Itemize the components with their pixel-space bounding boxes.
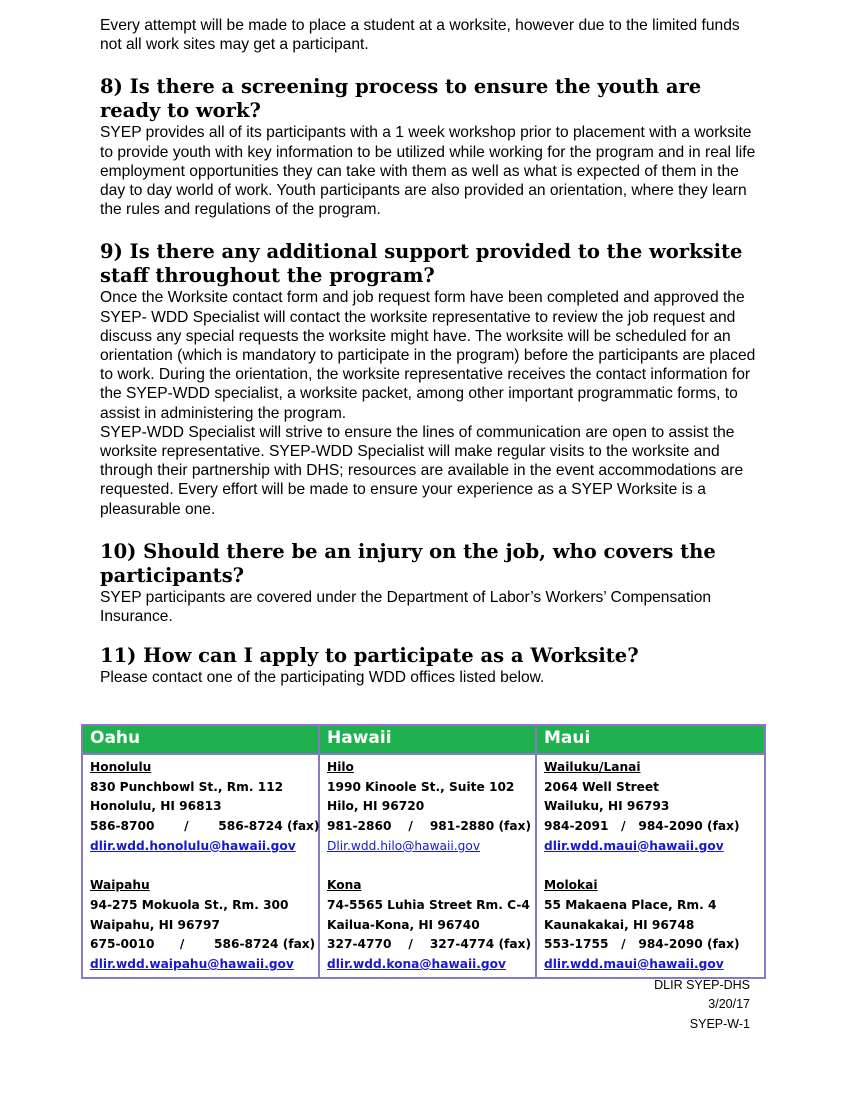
office-city: Kaunakakai, HI 96748: [544, 917, 695, 932]
footer-department: DLIR SYEP-DHS: [654, 978, 750, 992]
question-9-answer-part-1: Once the Worksite contact form and job request form have been completed and approved the SYEP- WDD Specialist will contact the worksite representative to review the job request and discuss any special requests the worksite might have. The worksite will be scheduled for an orientation (which is mandatory to participate in the program) before the participants are placed to work. During the orientation, the worksite representative receives the contact information for the SYEP-WDD specialist, a worksite packet, among other important programmatic forms, to assist in administering the program.: [100, 289, 756, 422]
office-city: Wailuku, HI 96793: [544, 799, 670, 814]
region-header-oahu: Oahu: [82, 725, 319, 754]
office-address: 55 Makaena Place, Rm. 4: [544, 897, 717, 912]
question-11-answer: Please contact one of the participating WDD offices listed below.: [100, 669, 545, 687]
question-8-answer: SYEP provides all of its participants with a 1 week workshop prior to placement with a worksite to provide youth with key information to be utilized while working for the program and in real life employment opportunities they can take with them as well as what is expected of them in the day to day world of work. Youth participants are also provided an orientation, where they learn the rules and regulations of the program.: [100, 124, 756, 219]
office-name: Honolulu: [90, 760, 152, 774]
office-name: Kona: [327, 878, 362, 893]
office-email-link[interactable]: dlir.wdd.maui@hawaii.gov: [544, 957, 724, 972]
office-address: 74-5565 Luhia Street Rm. C-4: [327, 897, 530, 912]
office-phone: 553-1755: [544, 937, 609, 952]
document-footer: [654, 976, 750, 1034]
question-8-heading: 8) Is there a screening process to ensure the youth are ready to work?: [100, 75, 702, 123]
region-header-hawaii: Hawaii: [319, 725, 536, 754]
office-phone-line: 327-4770 / 327-4774 (fax): [327, 937, 532, 952]
question-9-heading: 9) Is there any additional support provided to the worksite staff throughout the program?: [100, 240, 743, 288]
office-phone-line: 553-1755 / 984-2090 (fax): [544, 937, 740, 952]
office-phone: 981-2860: [327, 819, 392, 834]
office-fax: 586-8724 (fax): [218, 819, 320, 834]
question-9-answer-part-2: SYEP-WDD Specialist will strive to ensure the lines of communication are open to assist the worksite representative. SYEP-WDD Specialist will make regular visits to the worksite and through their partnership with DHS; resources are available in the event accommodations are requested. Every effort will be made to ensure your experience as a SYEP Worksite is a pleasurable one.: [100, 423, 744, 518]
office-name: Waipahu: [90, 878, 150, 893]
office-city: Hilo, HI 96720: [327, 799, 425, 814]
office-address: 1990 Kinoole St., Suite 102: [327, 779, 515, 794]
wdd-offices-table: [81, 724, 766, 979]
question-11-heading: 11) How can I apply to participate as a Worksite?: [100, 644, 639, 668]
office-phone-line: 675-0010 / 586-8724 (fax): [90, 937, 316, 952]
document-body: [100, 16, 760, 687]
office-fax: 981-2880 (fax): [429, 819, 532, 834]
region-header-maui: Maui: [536, 725, 765, 754]
office-email-link[interactable]: dlir.wdd.honolulu@hawaii.gov: [90, 838, 296, 853]
office-city: Waipahu, HI 96797: [90, 917, 220, 932]
office-fax: 327-4774 (fax): [429, 937, 532, 952]
offices-body-row: [82, 754, 765, 978]
offices-header-row: [82, 725, 765, 754]
footer-date: 3/20/17: [708, 997, 750, 1012]
office-city: Honolulu, HI 96813: [90, 799, 222, 814]
office-address: 2064 Well Street: [544, 779, 660, 794]
office-phone: 984-2091: [544, 819, 609, 834]
office-phone: 586-8700: [90, 819, 155, 834]
office-address: 94-275 Mokuola St., Rm. 300: [90, 897, 289, 912]
question-10-heading: 10) Should there be an injury on the job, who covers the participants?: [100, 539, 716, 587]
office-email-link[interactable]: dlir.wdd.maui@hawaii.gov: [544, 838, 724, 853]
office-phone-line: 981-2860 / 981-2880 (fax): [327, 819, 532, 834]
office-email-link[interactable]: dlir.wdd.waipahu@hawaii.gov: [90, 957, 294, 972]
question-10-answer: SYEP participants are covered under the Department of Labor’s Workers’ Compensation Insurance.: [100, 588, 712, 626]
office-name: Hilo: [327, 760, 354, 774]
oahu-offices-cell: [82, 754, 319, 978]
footer-form-id: SYEP-W-1: [689, 1016, 750, 1031]
office-fax: 586-8724 (fax): [214, 937, 316, 952]
office-name: Wailuku/Lanai: [544, 760, 641, 774]
maui-offices-cell: [536, 754, 765, 978]
office-fax: 984-2090 (fax): [638, 819, 740, 834]
office-fax: 984-2090 (fax): [638, 937, 740, 952]
hawaii-offices-cell: [319, 754, 536, 978]
office-phone-line: 984-2091 / 984-2090 (fax): [544, 819, 740, 834]
office-address: 830 Punchbowl St., Rm. 112: [90, 779, 284, 794]
intro-paragraph: Every attempt will be made to place a student at a worksite, however due to the limited funds not all work sites may get a participant.: [100, 17, 740, 54]
office-email-link[interactable]: dlir.wdd.kona@hawaii.gov: [327, 957, 506, 972]
office-phone-line: 586-8700 / 586-8724 (fax): [90, 819, 320, 834]
office-phone: 327-4770: [327, 937, 392, 952]
office-city: Kailua-Kona, HI 96740: [327, 917, 480, 932]
office-name: Molokai: [544, 878, 598, 893]
office-phone: 675-0010: [90, 937, 155, 952]
office-email-link[interactable]: Dlir.wdd.hilo@hawaii.gov: [327, 838, 481, 853]
